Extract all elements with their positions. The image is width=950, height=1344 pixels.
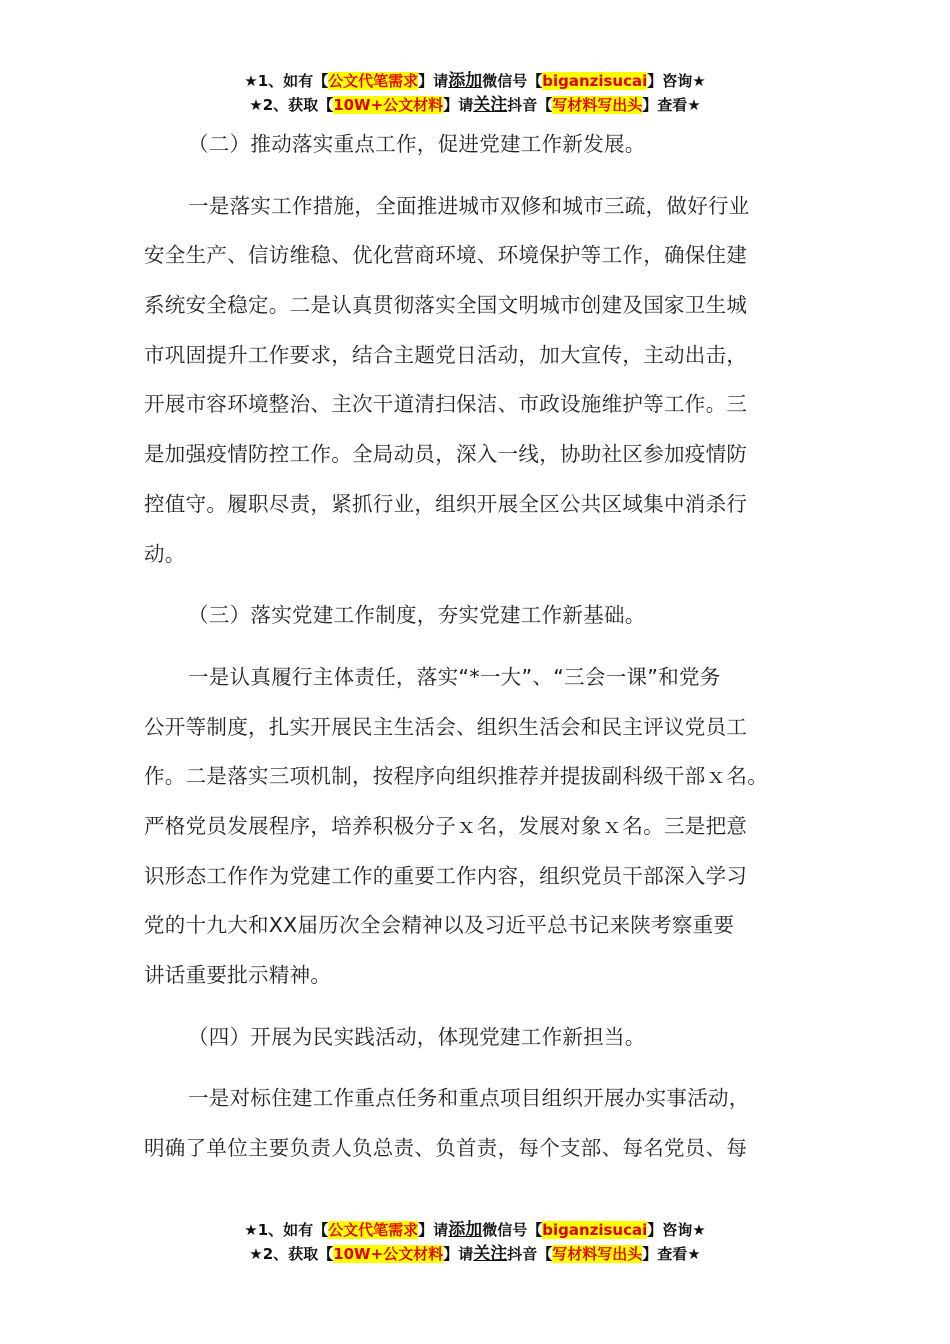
text-line: 系统安全稳定。二是认真贯彻落实全国文明城市创建及国家卫生城 [144,293,748,318]
paragraph-gap [144,1062,814,1074]
text: 】查看★ [642,96,701,114]
text-line: 一是认真履行主体责任，落实“*一大”、“三会一课”和党务 [188,664,721,689]
text: 】请 [443,96,474,114]
text: 】咨询★ [647,72,706,90]
text: ★1、如有【 [244,72,329,90]
paragraph [144,1074,814,1173]
footer-banner [0,1218,950,1266]
paragraph-gap [144,170,814,182]
text: ★2、获取【 [249,1245,334,1263]
paragraph [144,591,814,641]
text-line: （四）开展为民实践活动，体现党建工作新担当。 [188,1024,646,1049]
paragraph [144,1013,814,1063]
paragraph-gap [144,579,814,591]
paragraph-gap [144,641,814,653]
banner-line-2 [0,1242,950,1266]
highlight: biganzisucai [542,72,648,90]
paragraph [144,182,814,580]
text-line: 党的十九大和XX届历次全会精神以及习近平总书记来陕考察重要 [144,913,735,938]
text-line: 是加强疫情防控工作。全局动员，深入一线，协助社区参加疫情防 [144,442,748,467]
text-line: 安全生产、信访维稳、优化营商环境、环境保护等工作，确保住建 [144,243,748,268]
text-line: （三）落实党建工作制度，夯实党建工作新基础。 [188,603,646,628]
highlight: 写材料写出头 [552,1245,643,1263]
highlight: 写材料写出头 [552,96,643,114]
highlight: 公文代笔需求 [328,72,419,90]
text-line: 作。二是落实三项机制，按程序向组织推荐并提拔副科级干部ｘ名。 [144,764,768,789]
text-line: （二）推动落实重点工作，促进党建工作新发展。 [188,132,646,156]
highlight: biganzisucai [542,1221,648,1239]
text-line: 市巩固提升工作要求，结合主题党日活动，加大宣传，主动出击， [144,342,748,367]
text-line: 一是落实工作措施，全面推进城市双修和城市三疏，做好行业 [188,193,750,218]
underlined-text: 添加 [448,1220,483,1240]
text-line: 公开等制度，扎实开展民主生活会、组织生活会和民主评议党员工 [144,714,748,739]
text-line: 一是对标住建工作重点任务和重点项目组织开展办实事活动， [188,1086,750,1111]
document-body [144,120,814,1174]
text: 抖音【 [507,1245,553,1263]
highlight: 公文代笔需求 [328,1221,419,1239]
text: 】请 [443,1245,474,1263]
highlight: 10W+公文材料 [333,1245,444,1263]
text-line: 明确了单位主要负责人负总责、负首责，每个支部、每名党员、每 [144,1136,748,1161]
text: ★1、如有【 [244,1221,329,1239]
text-line: 讲话重要批示精神。 [144,963,332,987]
text-line: 动。 [144,541,186,566]
underlined-text: 关注 [473,1244,508,1264]
paragraph [144,653,814,1001]
text: 抖音【 [507,96,553,114]
text-line: 识形态工作作为党建工作的重要工作内容，组织党员干部深入学习 [144,863,748,888]
text: 微信号【 [482,1221,543,1239]
paragraph-gap [144,1001,814,1013]
banner-line-2 [0,93,950,117]
text-line: 开展市容环境整治、主次干道清扫保洁、市政设施维护等工作。三 [144,392,748,417]
text-line: 控值守。履职尽责，紧抓行业，组织开展全区公共区域集中消杀行 [144,491,748,516]
text: 】查看★ [642,1245,701,1263]
underlined-text: 添加 [448,71,483,91]
header-banner [0,69,950,117]
text: 】咨询★ [647,1221,706,1239]
underlined-text: 关注 [473,95,508,115]
text: 微信号【 [482,72,543,90]
banner-line-1 [0,69,950,93]
banner-line-1 [0,1218,950,1242]
text: 】请 [418,1221,449,1239]
text: ★2、获取【 [249,96,334,114]
highlight: 10W+公文材料 [333,96,444,114]
text-line: 严格党员发展程序，培养积极分子ｘ名，发展对象ｘ名。三是把意 [144,813,748,838]
text: 】请 [418,72,449,90]
paragraph [144,120,814,170]
